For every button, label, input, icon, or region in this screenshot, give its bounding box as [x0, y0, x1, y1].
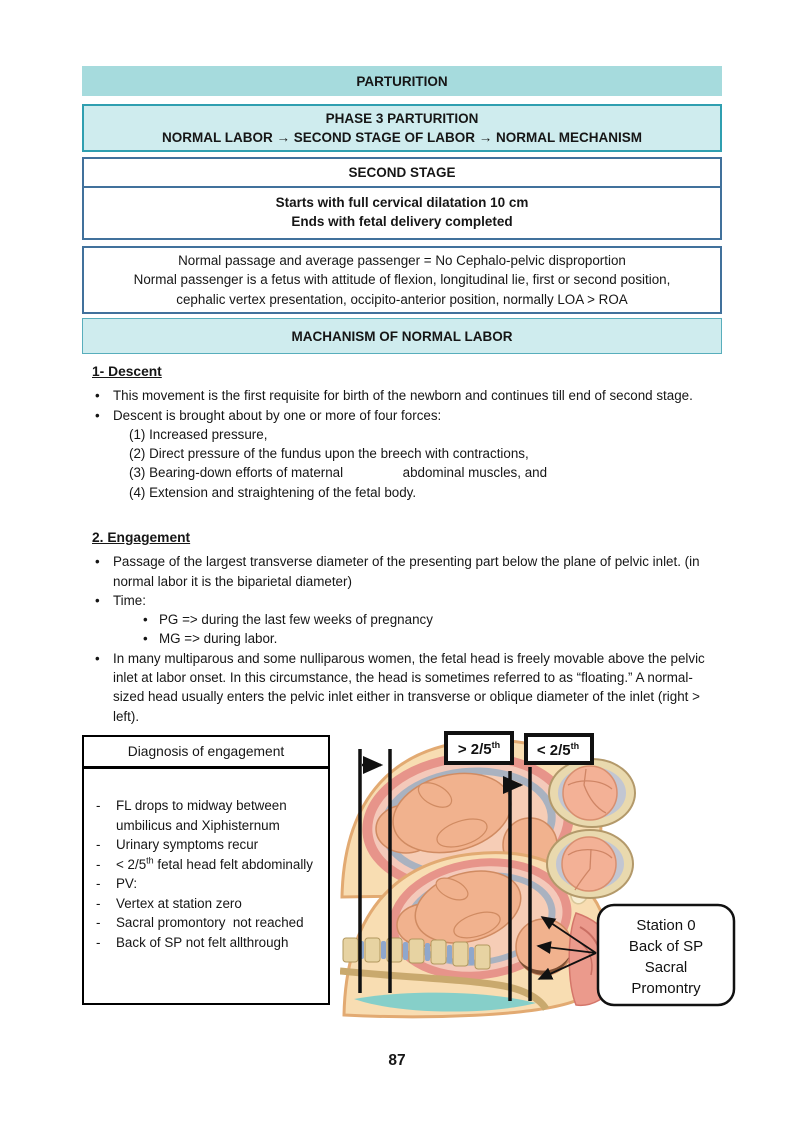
mechanism-banner: [82, 318, 722, 354]
phase-banner: [82, 104, 722, 152]
engagement-section: [92, 528, 722, 726]
fifths-label-gt-box: [446, 733, 512, 763]
engagement-heading: 2. Engagement: [92, 530, 191, 545]
list-item: [92, 913, 322, 933]
passage-line2: Normal passenger is a fetus with attitude of flexion, longitudinal lie, first or second position,: [133, 272, 671, 288]
second-stage-line2: Ends with fetal delivery completed: [291, 214, 513, 229]
dash-marker: -: [96, 837, 101, 852]
force-item-3: (3) Bearing-down efforts of maternal abdominal muscles, and: [129, 465, 548, 481]
engagement-figure: [340, 727, 744, 1020]
bullet-marker: •: [143, 612, 148, 628]
list-item: [92, 835, 322, 855]
station-line-4: Promontry: [631, 980, 701, 997]
list-item: [92, 649, 722, 726]
list-item: [92, 933, 322, 953]
bullet-marker: •: [95, 554, 100, 570]
second-stage-body: [84, 188, 720, 238]
normal-passage-note-box: [82, 246, 722, 314]
second-stage-line1: Starts with full cervical dilatation 10 cm: [275, 195, 529, 210]
bullet-marker: •: [95, 407, 100, 423]
diagnosis-item-4: PV:: [116, 876, 138, 891]
station-line-2: Back of SP: [628, 938, 704, 955]
descent-heading: 1- Descent: [92, 364, 162, 379]
engagement-sub2: MG => during labor.: [159, 631, 278, 647]
list-item: [141, 629, 722, 648]
phase-banner-line2: NORMAL LABOR → SECOND STAGE OF LABOR → NORMAL MECHANISM: [162, 130, 642, 145]
dash-marker: -: [96, 934, 101, 950]
station-line-1: Station 0: [636, 917, 696, 934]
engagement-sub-list: [141, 610, 722, 649]
lt-label-text: < 2/5: [536, 742, 571, 759]
engagement-bullet2: Time:: [113, 592, 146, 608]
phase-banner-line1: PHASE 3 PARTURITION: [325, 111, 479, 126]
pelvic-inlet-view-floating: [549, 759, 635, 827]
second-stage-title: SECOND STAGE: [84, 159, 720, 188]
list-item: [92, 552, 722, 591]
dash-marker: -: [96, 876, 101, 891]
passage-line3: cephalic vertex presentation, occipito-anterior position, normally LOA > ROA: [176, 291, 628, 307]
diagnosis-item-5: Vertex at station zero: [116, 895, 242, 911]
list-item: [141, 610, 722, 629]
bullet-marker: •: [95, 592, 100, 608]
list-item: [92, 796, 322, 835]
parturition-banner: [82, 66, 722, 96]
diagnosis-box-body: [84, 769, 328, 952]
list-item: [92, 894, 322, 914]
page-number: 87: [388, 1052, 406, 1069]
mechanism-banner-title: MACHANISM OF NORMAL LABOR: [291, 328, 513, 344]
dash-marker: -: [96, 915, 101, 930]
dash-marker: -: [96, 856, 101, 872]
bullet-marker: •: [143, 631, 148, 647]
diagnosis-item-3-text: < 2/5: [116, 856, 147, 872]
diagnosis-item-3: [116, 855, 322, 875]
gt-label-text: > 2/5: [457, 741, 492, 758]
descent-bullet1: This movement is the first requisite for birth of the newborn and continues till end of second stage.: [113, 388, 693, 404]
fifths-label-lt-box: [526, 735, 592, 763]
station-line-3: Sacral: [644, 959, 688, 976]
engagement-sub1: PG => during the last few weeks of pregnancy: [159, 612, 433, 628]
engagement-bullet3: In many multiparous and some nulliparous women, the fetal head is freely movable above the pelvic inlet at labor onset. In this circumstance, the head is sometimes referred to as “floating.” A normal-sized head usually enters the pelvic inlet either in transverse or oblique diameter of the inlet (right > left).: [113, 650, 705, 724]
diagnosis-item-2: Urinary symptoms recur: [116, 837, 259, 852]
diagnosis-of-engagement-box: [82, 735, 330, 1005]
diagnosis-item-7: Back of SP not felt allthrough: [116, 934, 289, 950]
diagnosis-item-3-sup: th: [146, 855, 154, 866]
engagement-illustration: [340, 727, 744, 1020]
bullet-marker: •: [95, 388, 100, 404]
list-item: [92, 874, 322, 894]
lt-label-sup: th: [570, 741, 580, 751]
descent-forces-list: [129, 425, 722, 502]
list-item: [92, 591, 722, 610]
second-stage-table: [82, 157, 722, 240]
gt-label-sup: th: [491, 740, 501, 750]
parturition-banner-title: PARTURITION: [356, 73, 448, 89]
dash-marker: -: [96, 895, 101, 911]
diagnosis-box-title: Diagnosis of engagement: [84, 737, 328, 769]
engagement-bullet1: Passage of the largest transverse diameter of the presenting part below the plane of pelvic inlet. (in normal labor it is the biparietal diameter): [113, 554, 700, 589]
bullet-marker: •: [95, 650, 100, 666]
pelvic-inlet-view-engaged: [547, 830, 633, 898]
force-item-2: (2) Direct pressure of the fundus upon the breech with contractions,: [129, 446, 529, 462]
descent-bullet2: Descent is brought about by one or more of four forces:: [113, 407, 442, 423]
list-item: [92, 386, 722, 405]
diagnosis-item-3-rest: fetal head felt abdominally: [153, 856, 313, 872]
diagnosis-item-1: FL drops to midway between umbilicus and Xiphisternum: [116, 798, 291, 833]
descent-section: [92, 362, 722, 502]
list-item: [92, 406, 722, 425]
diagnosis-item-6: Sacral promontory not reached: [116, 915, 304, 930]
force-item-4: (4) Extension and straightening of the fetal body.: [129, 484, 417, 500]
force-item-1: (1) Increased pressure,: [129, 426, 268, 442]
list-item: [92, 855, 322, 875]
dash-marker: -: [96, 798, 101, 813]
passage-line1: Normal passage and average passenger = No Cephalo-pelvic disproportion: [178, 252, 626, 268]
